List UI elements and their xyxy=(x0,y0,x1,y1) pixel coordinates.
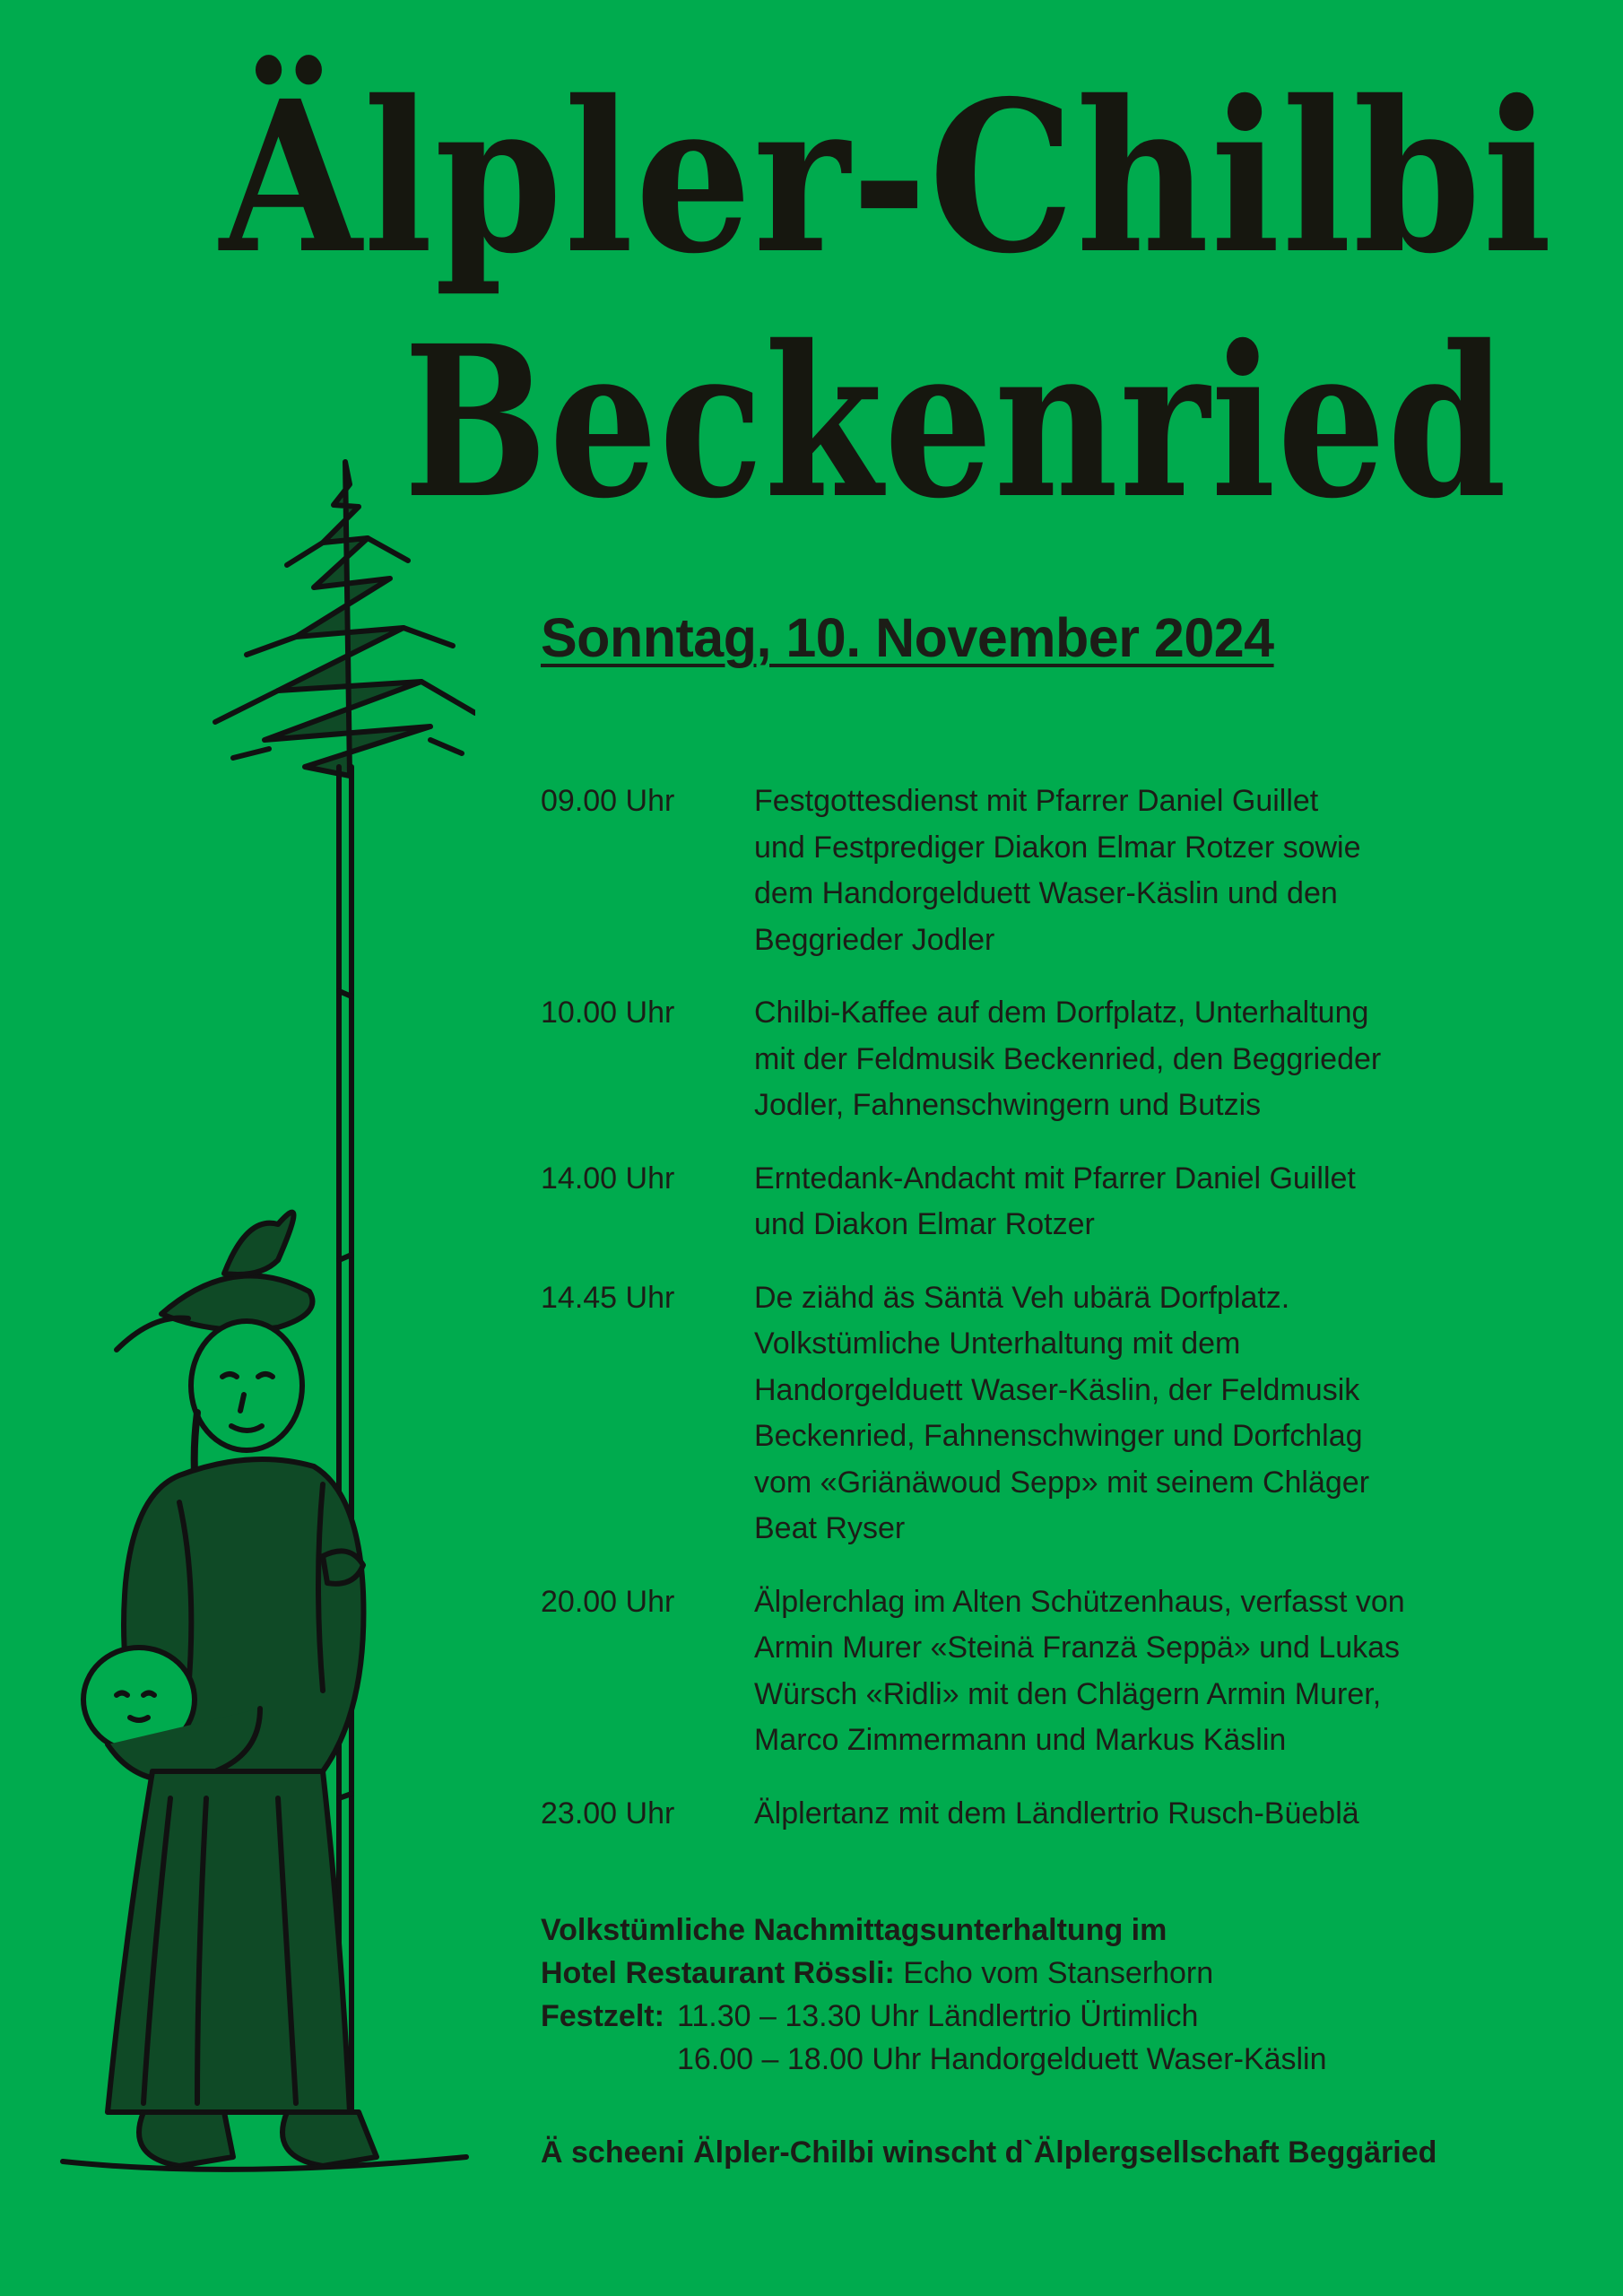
poster-title-line1: Älpler-Chilbi xyxy=(220,55,1554,300)
festzelt-slot-1: 11.30 – 13.30 Uhr Ländlertrio Ürtimlich xyxy=(677,1999,1199,2033)
program-time: 10.00 Uhr xyxy=(541,996,675,1030)
program-item xyxy=(541,778,1572,963)
program-item xyxy=(541,1579,1572,1764)
program-list xyxy=(541,778,1572,1864)
program-description: Chilbi-Kaffee auf dem Dorfplatz, Unterhaltung mit der Feldmusik Beckenried, den Beggrieder Jodler, Fahnenschwingern und Butzis xyxy=(754,996,1382,1122)
program-description: Älplerchlag im Alten Schützenhaus, verfasst von Armin Murer «Steinä Franzä Seppä» und Lukas Würsch «Ridli» mit den Chlägern Armin Murer, Marco Zimmermann und Markus Käslin xyxy=(754,1584,1405,1757)
program-item xyxy=(541,1156,1572,1248)
program-description: Erntedank-Andacht mit Pfarrer Daniel Guillet und Diakon Elmar Rotzer xyxy=(754,1161,1356,1241)
venue-label: Hotel Restaurant Rössli: xyxy=(541,1956,895,1990)
afternoon-entertainment xyxy=(541,1909,1572,2081)
closing-greeting: Ä scheeni Älpler-Chilbi winscht d`Älplergsellschaft Beggäried xyxy=(541,2135,1437,2170)
event-date: Sonntag, 10. November 2024 xyxy=(541,607,1274,668)
program-item xyxy=(541,990,1572,1129)
festzelt-label: Festzelt: xyxy=(541,1999,664,2033)
program-description: Älplertanz mit dem Ländlertrio Rusch-Büeblä xyxy=(754,1796,1359,1831)
program-time: 14.00 Uhr xyxy=(541,1161,675,1196)
afternoon-heading: Volkstümliche Nachmittagsunterhaltung im xyxy=(541,1913,1167,1947)
program-item xyxy=(541,1275,1572,1552)
program-time: 20.00 Uhr xyxy=(541,1584,675,1619)
festzelt-slot-2: 16.00 – 18.00 Uhr Handorgelduett Waser-Käslin xyxy=(677,2042,1327,2076)
program-description: Festgottesdienst mit Pfarrer Daniel Guillet und Festprediger Diakon Elmar Rotzer sowie dem Handorgelduett Waser-Käslin und den Beggrieder Jodler xyxy=(754,784,1361,957)
program-item xyxy=(541,1791,1572,1838)
program-time: 14.45 Uhr xyxy=(541,1280,675,1315)
program-description: De ziähd äs Säntä Veh ubärä Dorfplatz. Volkstümliche Unterhaltung mit dem Handorgelduett Waser-Käslin, der Feldmusik Beckenried, Fahnenschwinger und Dorfchlag vom «Griänäwoud Sepp» mit seinem Chläger Beat Ryser xyxy=(754,1280,1370,1545)
woodcut-illustration xyxy=(54,453,475,2193)
program-time: 09.00 Uhr xyxy=(541,784,675,818)
program-time: 23.00 Uhr xyxy=(541,1796,675,1831)
venue-act: Echo vom Stanserhorn xyxy=(894,1956,1214,1990)
fir-tree-icon xyxy=(215,462,475,776)
woman-figure-icon xyxy=(63,1213,466,2170)
poster-title-line2: Beckenried xyxy=(404,300,1508,544)
